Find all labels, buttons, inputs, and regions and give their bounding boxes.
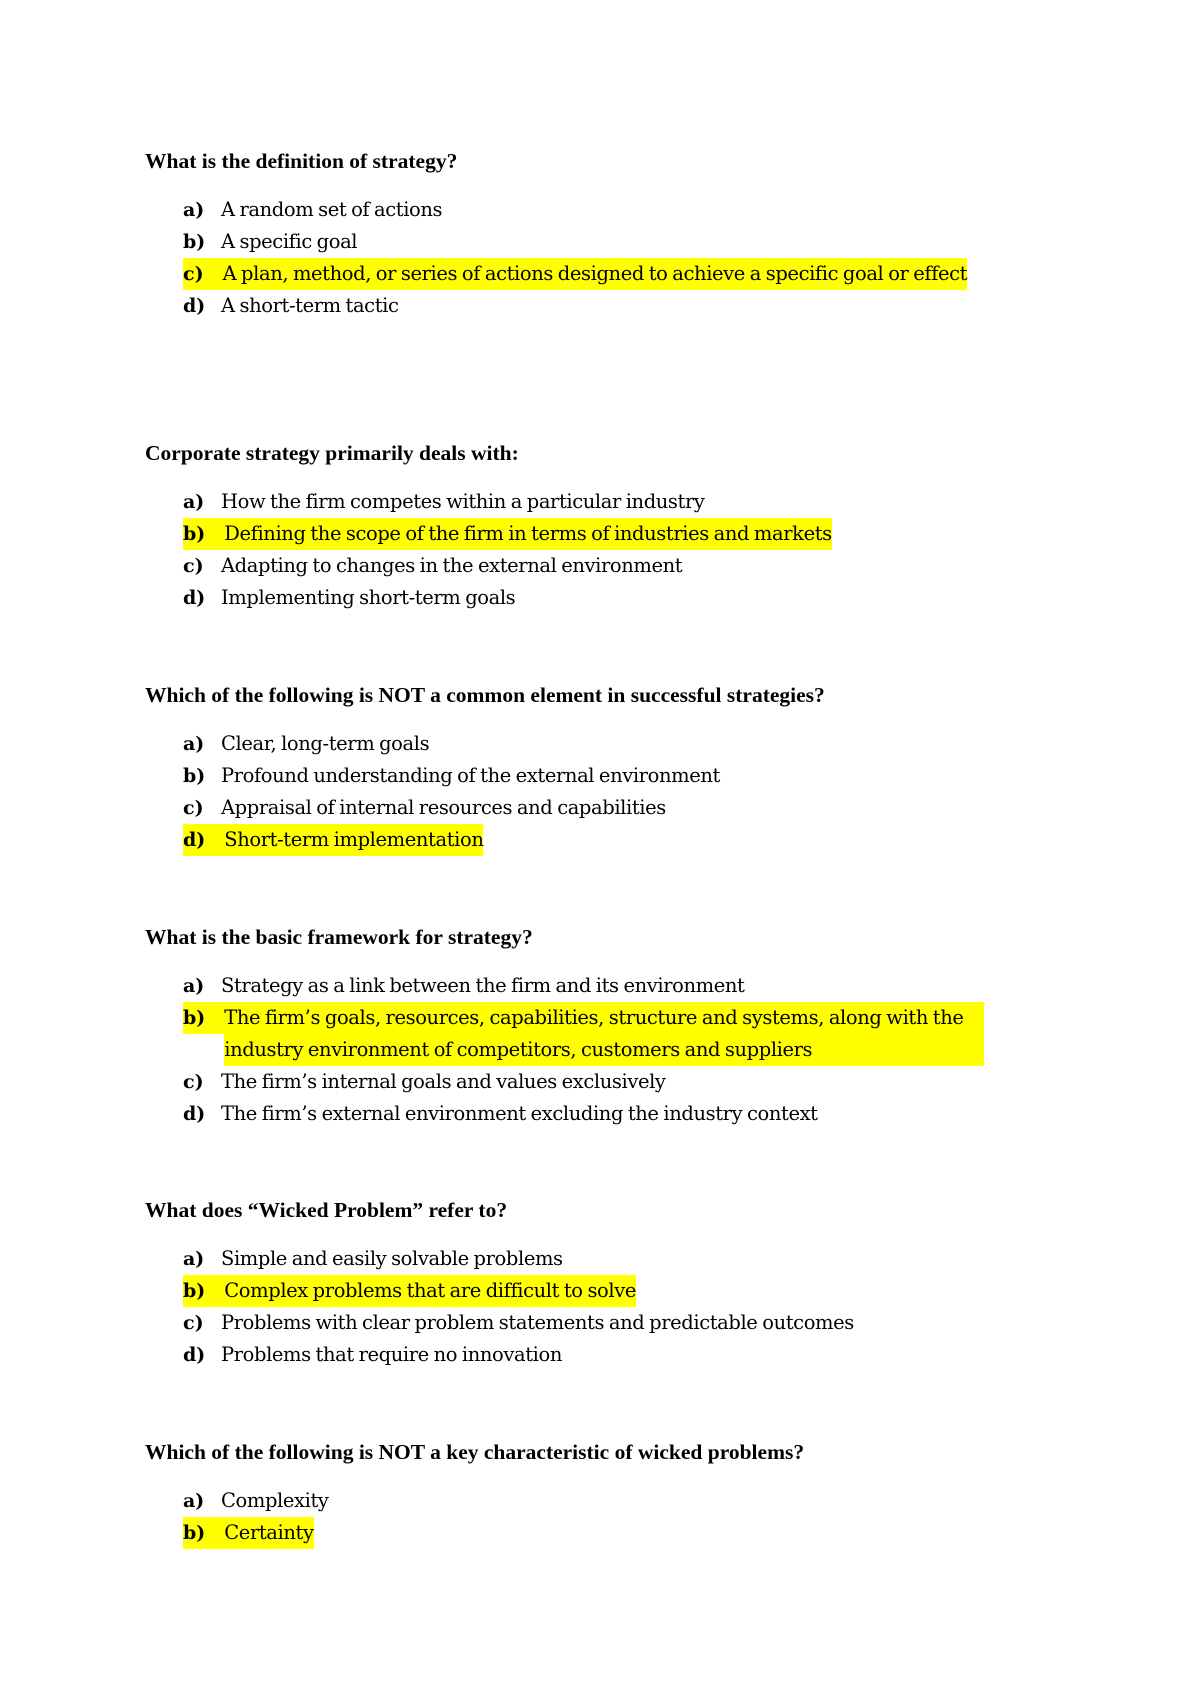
answer-option: [145, 1066, 1045, 1098]
option-letter: b): [183, 518, 224, 550]
option-text: Strategy as a link between the firm and its environment: [221, 974, 745, 997]
question-block: [145, 682, 1045, 856]
answer-options: [145, 1485, 1045, 1549]
answer-option: [145, 550, 1045, 582]
question-block: [145, 1197, 1045, 1371]
option-text: How the firm competes within a particular industry: [221, 490, 705, 513]
answer-option: [145, 194, 1045, 226]
option-text: A random set of actions: [221, 198, 443, 221]
answer-option-highlighted: [145, 824, 1045, 856]
answer-option: [145, 792, 1045, 824]
option-text: Adapting to changes in the external environment: [221, 554, 683, 577]
answer-options: [145, 1243, 1045, 1371]
answer-option: [145, 760, 1045, 792]
answer-option: [145, 1339, 1045, 1371]
option-letter: b): [183, 765, 206, 787]
option-letter: b): [183, 1002, 224, 1034]
answer-option-highlighted: [145, 258, 1045, 290]
answer-option: [145, 582, 1045, 614]
question-text: Corporate strategy primarily deals with:: [145, 441, 519, 465]
question-text: What is the definition of strategy?: [145, 149, 458, 173]
answer-option: [145, 1243, 1045, 1275]
option-letter: d): [183, 824, 224, 856]
answer-option-highlighted: [145, 1517, 1045, 1549]
question-block: [145, 924, 1045, 1130]
option-letter: c): [183, 258, 223, 290]
option-letter: b): [183, 231, 206, 253]
answer-option: [145, 290, 1045, 322]
option-letter: c): [183, 555, 204, 577]
option-text: Problems with clear problem statements and predictable outcomes: [221, 1311, 854, 1334]
option-text: Defining the scope of the firm in terms of industries and markets: [224, 518, 831, 550]
option-text: Profound understanding of the external environment: [221, 764, 720, 787]
option-letter: c): [183, 1071, 204, 1093]
answer-option: [145, 1307, 1045, 1339]
option-letter: d): [183, 587, 206, 609]
option-text: A short-term tactic: [221, 294, 399, 317]
answer-options: [145, 728, 1045, 856]
option-text: A specific goal: [221, 230, 358, 253]
answer-option: [145, 226, 1045, 258]
option-letter: b): [183, 1517, 224, 1549]
option-text: The firm’s external environment excluding the industry context: [221, 1102, 818, 1125]
option-letter: d): [183, 295, 206, 317]
question-block: [145, 440, 1045, 614]
answer-option: [145, 1485, 1045, 1517]
answer-option: [145, 486, 1045, 518]
option-letter: a): [183, 1490, 205, 1512]
answer-options: [145, 194, 1045, 322]
answer-option: [145, 728, 1045, 760]
option-letter: c): [183, 797, 204, 819]
option-text: Short-term implementation: [224, 824, 483, 856]
option-text: The firm’s internal goals and values exclusively: [221, 1070, 666, 1093]
answer-option-highlighted: [145, 1002, 1045, 1066]
question-text: Which of the following is NOT a key characteristic of wicked problems?: [145, 1440, 805, 1464]
answer-options: [145, 970, 1045, 1130]
option-letter: a): [183, 1248, 205, 1270]
question-text: What does “Wicked Problem” refer to?: [145, 1198, 508, 1222]
option-text: The firm’s goals, resources, capabilities, structure and systems, along with the industry environment of competitors, customers and suppliers: [224, 1002, 984, 1066]
option-text: Certainty: [224, 1517, 313, 1549]
option-text: Simple and easily solvable problems: [221, 1247, 563, 1270]
option-letter: a): [183, 733, 205, 755]
answer-option: [145, 970, 1045, 1002]
question-block: [145, 148, 1045, 322]
option-letter: a): [183, 199, 205, 221]
option-text: Appraisal of internal resources and capabilities: [221, 796, 666, 819]
option-text: Implementing short-term goals: [221, 586, 516, 609]
question-text: What is the basic framework for strategy?: [145, 925, 533, 949]
answer-options: [145, 486, 1045, 614]
option-text: A plan, method, or series of actions designed to achieve a specific goal or effect: [223, 258, 968, 290]
option-text: Clear, long-term goals: [221, 732, 430, 755]
option-text: Complexity: [221, 1489, 329, 1512]
option-letter: d): [183, 1344, 206, 1366]
option-letter: b): [183, 1275, 224, 1307]
option-text: Complex problems that are difficult to solve: [224, 1275, 636, 1307]
answer-option-highlighted: [145, 1275, 1045, 1307]
option-letter: a): [183, 491, 205, 513]
option-letter: a): [183, 975, 205, 997]
answer-option-highlighted: [145, 518, 1045, 550]
question-text: Which of the following is NOT a common element in successful strategies?: [145, 683, 825, 707]
option-text: Problems that require no innovation: [221, 1343, 562, 1366]
option-letter: d): [183, 1103, 206, 1125]
option-letter: c): [183, 1312, 204, 1334]
question-block: [145, 1439, 1045, 1549]
answer-option: [145, 1098, 1045, 1130]
